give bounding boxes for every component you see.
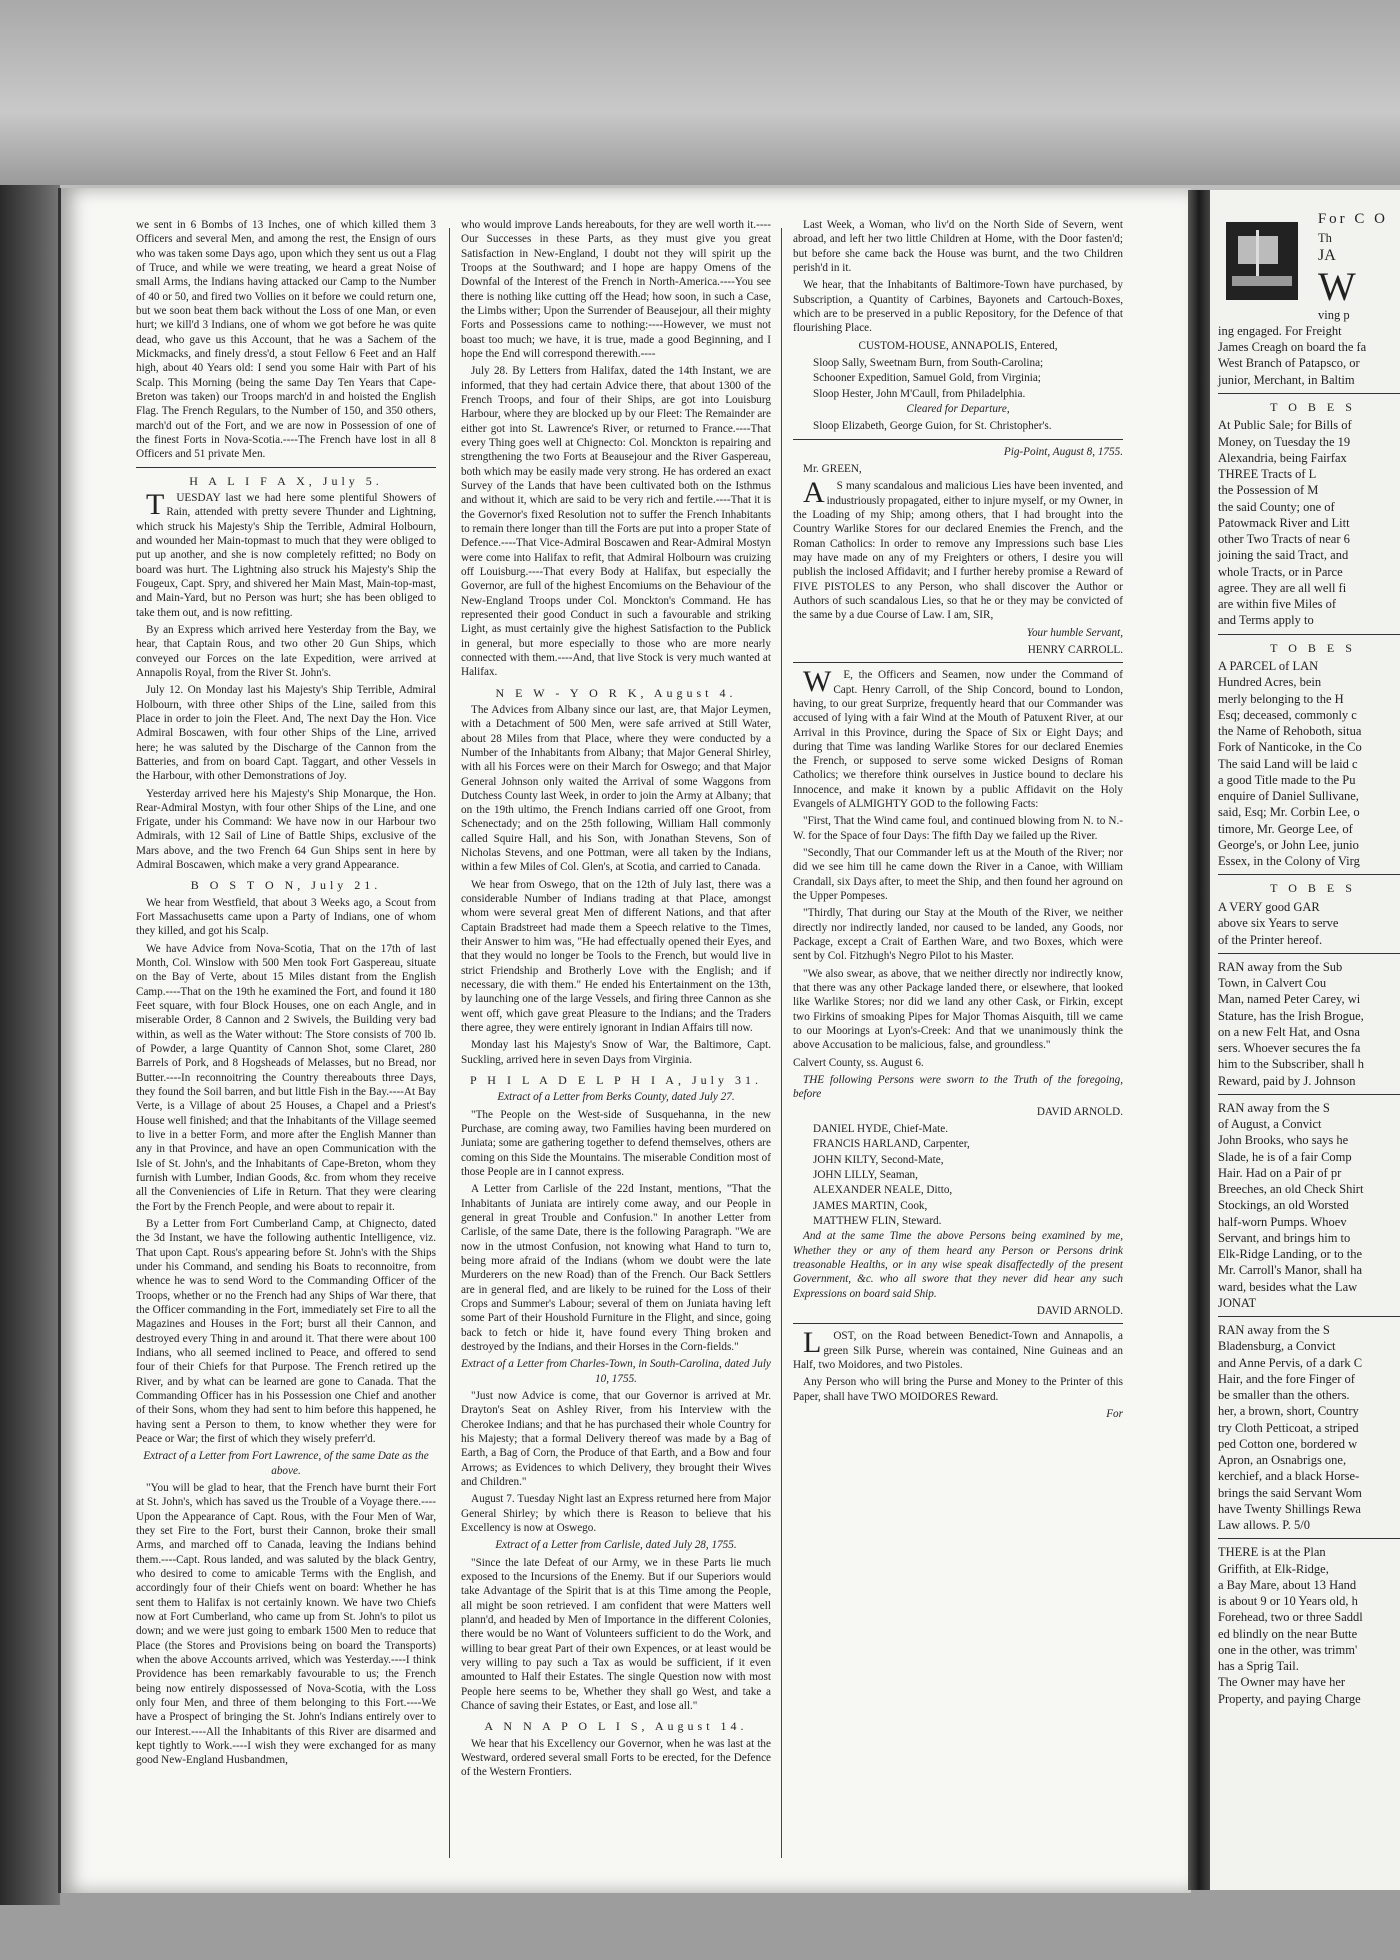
ad-line: kerchief, and a black Horse- [1218, 1469, 1360, 1484]
divider [1218, 953, 1400, 954]
divider [1218, 1538, 1400, 1539]
ad-line: Hair, and the fore Finger of [1218, 1371, 1355, 1386]
big-initial: W [1318, 263, 1356, 309]
ad-line: be smaller than the others. [1218, 1388, 1350, 1403]
ad-line: whole Tracts, or in Parce [1218, 564, 1343, 579]
book-binding [0, 185, 60, 1905]
article-paragraph: "You will be glad to hear, that the French have burnt their Fort at St. John's, which has saved us the Trouble of a Voyage there.----Upon the Appearance of Capt. Rous, with the Four Men of War, they set Fire to the Fort, burst their Cannon, broke their small Arms, and marched off to Canada, leaving the Indians behind them.----Capt. Rous landed, and was saluted by the black Gentry, who desired to come to amicable Terms with the English, and accordingly four of their Chiefs went on board: Whether he has sent them to Halifax is not certainly known. We have two Chiefs now at Fort Cumberland, who came up from St. John's to pilot us down; and we were just going to embark 1500 Men to reduce that Place (the Stores and Provisions being on board the Transports) when the above Accounts arrived, which was Yesterday.----I think Providence has been remarkably favourable to us; the French being now entirely dispossessed of Nova-Scotia, with the Loss only four Men, and three of them belonging to this Fort.----We have a Prospect of bringing the St. John's Indians entirely over to our Interest.----All the Inhabitants of this River are disarmed and kept tightly to Work.----I wish they were exchanged for as many good New-England Husbandmen, [136, 1481, 436, 1767]
ad-line: Property, and paying Charge [1218, 1691, 1361, 1706]
ad-line: Breeches, an old Check Shirt [1218, 1182, 1364, 1197]
ad-line: At Public Sale; for Bills of [1218, 418, 1352, 433]
ad-line: the Possession of M [1218, 483, 1319, 498]
same-time-paragraph: And at the same Time the above Persons being examined by me, Whether they or any of them heard any Person or Persons drink treasonable Healths, or in any wise speak disaffectedly of the present Government, &c. who all swore that they never did hear any such Expressions on board said Ship. [793, 1230, 1123, 1300]
ad-line: Stockings, an old Worsted [1218, 1198, 1349, 1213]
extract-heading: Extract of a Letter from Berks County, dated July 27. [497, 1091, 735, 1104]
ad-line: said, Esq; Mr. Corbin Lee, o [1218, 805, 1360, 820]
article-paragraph: We hear from Westfield, that about 3 Weeks ago, a Scout from Fort Massachusetts came upon a Party of Indians, one of whom they killed, and got his Scalp. [136, 896, 436, 938]
witness-name: ALEXANDER NEALE, Ditto, [813, 1184, 953, 1197]
ad-line: enquire of Daniel Sullivane, [1218, 789, 1359, 804]
witness-name: MATTHEW FLIN, Steward. [813, 1215, 942, 1227]
ad-line: Money, on Tuesday the 19 [1218, 434, 1351, 449]
ad-line: merly belonging to the H [1218, 691, 1344, 706]
ad-line: and Anne Pervis, of a dark C [1218, 1355, 1363, 1370]
ad-line: Slade, he is of a fair Comp [1218, 1149, 1352, 1164]
ad-line: agree. They are all well fi [1218, 580, 1347, 595]
cleared-entry: Sloop Elizabeth, George Guion, for St. Christopher's. [813, 420, 1052, 433]
to-be-sold-heading: T O B E S [1270, 881, 1356, 896]
column-rule [781, 228, 782, 1858]
ad-line: brings the said Servant Wom [1218, 1485, 1362, 1500]
runaway-ad [1218, 1322, 1400, 1533]
column-1 [136, 218, 436, 1868]
ad-line: one in the other, was trimm' [1218, 1642, 1358, 1657]
article-paragraph: We hear, that the Inhabitants of Baltimore-Town have purchased, by Subscription, a Quantity of Carbines, Bayonets and Cartouch-Boxes, which are to be preserved in a public Repository, for the Defence of that flourishing Place. [793, 279, 1123, 335]
ad-line: The Owner may have her [1218, 1675, 1346, 1690]
custom-house-heading: CUSTOM-HOUSE, ANNAPOLIS, Entered, [858, 339, 1058, 352]
ad-line: Elk-Ridge Landing, or to the [1218, 1247, 1363, 1262]
article-paragraph: Monday last his Majesty's Snow of War, the Baltimore, Capt. Suckling, arrived here in seven Days from Virginia. [461, 1039, 771, 1066]
witness-name: JAMES MARTIN, Cook, [813, 1199, 928, 1212]
witness-name: FRANCIS HARLAND, Carpenter, [813, 1138, 970, 1151]
ship-woodcut-icon [1226, 222, 1298, 300]
catchword: For [1106, 1407, 1123, 1420]
ship-mast [1256, 230, 1259, 282]
ad-line: John Brooks, who says he [1218, 1133, 1349, 1148]
ad-line: have Twenty Shillings Rewa [1218, 1501, 1361, 1516]
ad-line: timore, Mr. George Lee, of [1218, 821, 1353, 836]
witness-name: JOHN LILLY, Seaman, [813, 1169, 918, 1182]
background-top [0, 0, 1400, 185]
calvert-county: Calvert County, ss. August 6. [793, 1056, 924, 1069]
ad-line: and Terms apply to [1218, 613, 1314, 628]
article-paragraph: we sent in 6 Bombs of 13 Inches, one of which killed them 3 Officers and several Men, and among the rest, the Ensign of ours who was taken some Days ago, upon which they sent us out a Flag of Truce, and while we were treating, we heard a great Noise of small Arms, the Indians having attacked our Camp to the Number of 40 or 50, and fired two Vollies on it before we could return one, but we soon beat them back without the Loss of one Man, or even hurt; we kill'd 3 Indians, one of whom we got before he was quite dead, who gave us this Account, that he was a Sachem of the Mickmacks, and finely dress'd, a stout Fellow 6 Feet and an Half high, about 40 Years old: I send you some Hair with Part of his Scalp. This Morning (being the same Day Ten Years that Cape-Breton was taken) our Troops march'd in and hoisted the English Flag. The French Regulars, to the Number of 150, and 350 others, march'd out of the Fort, and we are now in Possession of one of the finest Forts in Nova-Scotia.----The French have lost in all 8 Officers and 51 private Men. [136, 219, 436, 461]
extract-heading: Extract of a Letter from Carlisle, dated July 28, 1755. [495, 1539, 737, 1552]
divider [793, 439, 1123, 440]
article-paragraph: By a Letter from Fort Cumberland Camp, at Chignecto, dated the 3d Instant, we have the following authentic Intelligence, viz. That upon Capt. Rous's appearing before St. John's with the Ships under his Command, and sending his Boats to reconnoitre, from whence he was to send Word to the Commanding Officer of the Troops, whether or no the French had any Ships of War there, that the Officer commanding in the Fort, immediately set Fire to all the Magazines and Houses in the Fort; burst all their Cannon, and destroyed every Thing in and around it. That there were about 100 Indians, who all seemed inclined to Peace, and offered to send four of their Chiefs for that Purpose. The French retired up the River, and by what can be learned are gone to Canada. That the Commanding Officer has in his Possession one Chief and another of their Sons, whom they had sent to him before this happened, he having sent a Person to them, to know whether they were for Peace or War; the first of which they wisely preferr'd. [136, 1218, 436, 1445]
ad-line: THERE is at the Plan [1218, 1545, 1326, 1560]
ad-line: Griffith, at Elk-Ridge, [1218, 1561, 1329, 1576]
dateline-annapolis: A N N A P O L I S, August 14. [484, 1719, 748, 1734]
ad-line: half-worn Pumps. Whoev [1218, 1214, 1347, 1229]
article-paragraph: Yesterday arrived here his Majesty's Ship Monarque, the Hon. Rear-Admiral Mostyn, with four other Ships of the Line, and one Frigate, under his Command: We have now in our Harbour two Admirals, with 12 Sail of Line of Battle Ships, exclusive of the Mars above, and the two French 64 Gun Ships sent in here by Admiral Boscawen, which make a very grand Appearance. [136, 787, 436, 872]
custom-entry: Sloop Hester, John M'Caull, from Philadelphia. [813, 387, 1026, 400]
ad-line: A PARCEL of LAN [1218, 659, 1319, 674]
lost-notice-reward: Any Person who will bring the Purse and Money to the Printer of this Paper, shall have TWO MOIDORES Reward. [793, 1376, 1123, 1403]
ad-line: is about 9 or 10 Years old, h [1218, 1594, 1358, 1609]
ad-line: Law allows. P. 5/0 [1218, 1518, 1311, 1533]
divider [136, 467, 436, 468]
ad-block [1218, 658, 1400, 869]
ad-line: JONAT [1218, 1295, 1257, 1310]
ad-line: Fork of Nanticoke, in the Co [1218, 740, 1362, 755]
article-paragraph: By an Express which arrived here Yesterday from the Bay, we hear, that Captain Rous, and two other 20 Gun Ships, which conveyed our Forces on the late Expedition, were arrived at Annapolis Royal, from the River St. John's. [136, 623, 436, 679]
custom-entry: Sloop Sally, Sweetnam Burn, from South-Carolina; [813, 356, 1044, 369]
affidavit-fact: "Secondly, That our Commander left us at the Mouth of the River; nor did we see him till he came down the River in a Canoe, with William Crandall, six Days after, to meet the Ship, and then found her aground on the Upper Pompeses. [793, 847, 1123, 903]
dateline-boston: B O S T O N, July 21. [190, 878, 382, 893]
ad-line: try Cloth Petticoat, a striped [1218, 1420, 1359, 1435]
extract-heading: Extract of a Letter from Charles-Town, in South-Carolina, dated July 10, 1755. [461, 1358, 771, 1385]
ad-line: has a Sprig Tail. [1218, 1659, 1299, 1674]
ad-line: THREE Tracts of L [1218, 467, 1317, 482]
article-paragraph: "Since the late Defeat of our Army, we in these Parts lie much exposed to the Incursions of the Enemy. But if our Superiors would take Advantage of the Spirit that is at this Time among the People, all might be soon retrieved. I am confident that were Matters well plann'd, and headed by Men of Importance in the different Colonies, there would be no Want of Volunteers sufficient to do the Work, and willing to bear great Part of their own Expences, or at least would be very willing to pay such a Tax as would be sufficient, if it even amounted to Half their Estates. The single Question now with most People here seems to be, Whether they shall go West, and take a Chance of saving their Estates, or East, and lose all." [461, 1556, 771, 1712]
magistrate-signature: DAVID ARNOLD. [1036, 1304, 1123, 1317]
ad-line: RAN away from the Sub [1218, 959, 1343, 974]
ad-line: junior, Merchant, in Baltim [1218, 372, 1355, 387]
article-paragraph: TUESDAY last we had here some plentiful Showers of Rain, attended with pretty severe Thunder and Lightning, which struck his Majesty's Ship the Terrible, Admiral Holbourn, and wounded her Main-topmast to much that they were obliged to put up another, and she is now completely refitted; no Body on board was hurt. The Lightning also struck his Majesty's Ship the Fougeux, Capt. Spry, and shivered her Main Mast, Main-top-mast, and Main-Yard, but no Person was hurt; she has been obliged to take them out, and is now refitting. [136, 487, 436, 619]
header-letter: Th [1318, 230, 1332, 245]
affidavit-fact: "Thirdly, That during our Stay at the Mouth of the River, we neither directly nor indirectly landed, nor caused to be landed, any Goods, nor Package, except a Crait of Earthen Ware, and two Boxes, which were sent by Col. Fitzhugh's Negro Pilot to his Master. [793, 907, 1123, 963]
ad-line: a good Title made to the Pu [1218, 772, 1356, 787]
ad-line: sers. Whoever secures the fa [1218, 1041, 1361, 1056]
letter-body: AS many scandalous and malicious Lies have been invented, and industriously propagated, either to injure myself, or my Owner, in the Loading of my Ship; among others, that I had brought into the Country Warlike Stores for our declared Enemies the French, and the Roman Catholics: In order to remove any Impressions such base Lies may have made on any of my Freighters or others, I desire you will publish the inclosed Affidavit; and I further hereby promise a Reward of FIVE PISTOLES to any Person, who shall discover the Author or Authors of such scandalous Lies, so that he or they may be convicted of the same by a due Course of Law. I am, SIR, [793, 476, 1123, 622]
ad-line: ped Cotton one, bordered w [1218, 1436, 1358, 1451]
divider [793, 662, 1123, 663]
ad-line: above six Years to serve [1218, 916, 1339, 931]
ad-line: Bladensburg, a Convict [1218, 1339, 1336, 1354]
divider [1218, 1316, 1400, 1317]
calvert-text: THE following Persons were sworn to the Truth of the foregoing, before [793, 1074, 1123, 1101]
ad-line: Servant, and brings him to [1218, 1230, 1351, 1245]
ad-line: Mr. Carroll's Manor, shall ha [1218, 1263, 1363, 1278]
runaway-ad [1218, 1100, 1400, 1311]
ad-line: Forehead, two or three Saddl [1218, 1610, 1363, 1625]
right-header: For C O [1317, 211, 1388, 227]
ad-line: RAN away from the S [1218, 1100, 1330, 1115]
affidavit-body: WE, the Officers and Seamen, now under the Command of Capt. Henry Carroll, of the Ship Concord, bound to London, having, to our great Surprize, frequently heard that our Commander was accused of lying with a fair Wind at the Mouth of Patuxent River, at our Arrival in this Province, during the Space of Six or Eight Days; and during that Time was landing Warlike Stores for our declared Enemies the French, or supposed to serve some wicked Designs of Roman Catholics; we therefore think ourselves in Justice bound to declare his Innocence, and make it known by a public Affidavit on the Holy Evangels of ALMIGHTY GOD to the following Facts: [793, 665, 1123, 811]
ad-line: ing engaged. For Freight [1218, 323, 1342, 338]
affidavit-fact: "First, That the Wind came foul, and continued blowing from N. to N.-W. for the Space of four Days: The fifth Day we failed up the River. [793, 815, 1123, 842]
witness-name: JOHN KILTY, Second-Mate, [813, 1153, 944, 1166]
article-paragraph: We hear from Oswego, that on the 12th of July last, there was a considerable Number of Indians trading at that Place, amongst whom were several great Men of different Nations, and that after Captain Bradstreet had made them a Speech relative to the Times, their Answer to him was, "He had effectually opened their Eyes, and that they would no longer be Tools to the French, but would live in strict Friendship and Brotherly Love with the English; and if necessary, die with them." He ended his Entertainment on the 13th, by launching one of the large Vessels, and firing three Cannon as she went off, which gave great Pleasure to the Indians; and the Traders there agree, they were entirely ignorant in Indian Affairs till now. [461, 878, 771, 1035]
ad-line: Patowmack River and Litt [1218, 515, 1350, 530]
ad-line: the Name of Rehoboth, situa [1218, 724, 1362, 739]
ad-line: James Creagh on board the fa [1218, 340, 1367, 355]
article-paragraph: "The People on the West-side of Susquehanna, in the new Purchase, are coming away, two Families having been murdered on Juniata; some are gathering together to defend themselves, others are coming on this Side the Mountains. The miserable Condition most of those People are in I cannot express. [461, 1108, 771, 1179]
custom-entry: Schooner Expedition, Samuel Gold, from Virginia; [813, 372, 1041, 385]
ad-line: Stature, has the Irish Brogue, [1218, 1008, 1364, 1023]
divider [1218, 393, 1400, 394]
ad-line: Reward, paid by J. Johnson [1218, 1073, 1356, 1088]
ad-line: Essex, in the Colony of Virg [1218, 854, 1360, 869]
runaway-ad [1218, 959, 1400, 1089]
column-rule [449, 228, 450, 1858]
ad-line: of August, a Convict [1218, 1117, 1322, 1132]
ad-line: West Branch of Patapsco, or [1218, 356, 1360, 371]
article-paragraph: We have Advice from Nova-Scotia, That on the 17th of last Month, Col. Winslow with 500 Men took Fort Gaspereau, situate on the Bay of Verte, about 15 Miles distant from the English Camp.----That on the 19th he examined the Fort, and found it 180 Feet square, with four Block Houses, one on each Angle, and in miserable Order, 8 Cannon and 2 Swivels, the Building very bad within, as well as the Water without: The Store consists of 700 lb. of Powder, a large Quantity of Cannon Shot, some Claret, 280 Barrels of Pork, and 8 Hogsheads of Melasses, but no Bread, nor Butter.----In reconnoitring the Country thereabouts three Days, they found the Soil barren, and but little Fish in the Bay.----At Bay Verte, is a Village of about 25 Houses, a Chapel and a Priest's House well finished; and that the Inhabitants of the Village seemed to live in a better Form, and more after the English Manner than any in that Province, and have an open Communication with the Isle of St. John's, and the Inhabitants of Cape-Breton, whom they furnish with Lumber, Indian Goods, &c. from whom they receive all the Conveniencies of Life in Return. That they were clearing the Fort by the French People, and were about to repair it. [136, 942, 436, 1213]
header-ja: JA [1318, 246, 1336, 264]
ad-line: of the Printer hereof. [1218, 932, 1323, 947]
dateline-halifax: H A L I F A X, July 5. [189, 473, 383, 488]
right-page [1210, 190, 1400, 1890]
ad-block [1218, 417, 1400, 628]
left-page [58, 188, 1191, 1893]
ship-hull [1232, 276, 1292, 286]
ad-block [1218, 899, 1400, 948]
dateline-philadelphia: P H I L A D E L P H I A, July 31. [470, 1073, 762, 1088]
article-paragraph: A Letter from Carlisle of the 22d Instant, mentions, "That the Inhabitants of Juniata are intirely come away, and our People in general in great Trouble and Confusion." In another Letter from Carlisle, of the same Date, there is the following Paragraph. "We are now in the utmost Confusion, not knowing what Hand to turn to, being more afraid of the Indians (whom we doubt were the late Murderers on the new Road) than of the French. Our Back Settlers are in general fled, and are likely to be ruined for the Loss of their Crops and Summer's Labour; several of them on Juniata having left some Part of their Houshold Furniture in the Flight, and since, going back to fetch or hide it, have found every Thing broken and destroyed by the Indians, and their Horses in the Corn-fields." [461, 1183, 771, 1353]
ad-line: ward, besides what the Law [1218, 1279, 1358, 1294]
article-paragraph: who would improve Lands hereabouts, for they are well worth it.----Our Successes in these Parts, as they must give you great Satisfaction in New-England, I doubt not they will spirit up the Troops at the Southward; and I hope are happy Omens of the Downfal of the Interest of the French in North-America.----You see there is nothing like cutting off the Head; how soon, in such a Case, the Limbs wither; Upon the Surrender of Beausejour, all their mighty Forts and Possessions came to nothing:----However, we must not boast too much; we have, it is true, made a good Beginning, and I hope the End will correspond therewith.---- [461, 219, 771, 360]
article-paragraph: July 28. By Letters from Halifax, dated the 14th Instant, we are informed, that they had certain Advice there, that about 1300 of the French Troops, and four of their Ships, are got into Louisburg Harbour, where they are blocked up by our Fleet: The Remainder are either got into St. Lawrence's River, or returned to France.----That every Thing goes well at Chignecto: Col. Monckton is repairing and strengthening the two Forts at Beausejour and the River Gaspereau, both which may be easily made very strong. He has ordered an exact Survey of the Lands that have been cultivated both on the Isthmus and without it, which are said to be very rich and fertile.----That it is the Governor's fixed Resolution not to suffer the French Inhabitants to remain there longer than till the Forts are put into a proper State of Defence.----That Vice-Admiral Boscawen and Rear-Admiral Mostyn were come into Halifax to refit, that Admiral Holbourn was cruizing off Louisburg.----That every Body at Halifax, but especially the Governor, are full of the highest Encomiums on the Behaviour of the New-England Troops under Col. Monckton's Command. He has represented their good Conduct in such a favourable and striking Light, as must certainly give the highest Satisfaction to the Publick in general, but more especially to those who are more nearly connected with them.----And, that live Stock is very much wanted at Halifax. [461, 365, 771, 679]
ad-line: The said Land will be laid c [1218, 756, 1358, 771]
extract-heading: Extract of a Letter from Fort Lawrence, of the same Date as the above. [143, 1450, 429, 1477]
ad-line: A VERY good GAR [1218, 900, 1320, 915]
ad-line: George's, or John Lee, junio [1218, 837, 1359, 852]
letter-dateline: Pig-Point, August 8, 1755. [1003, 445, 1123, 458]
dateline-new-york: N E W - Y O R K, August 4. [495, 685, 737, 700]
ad-line: Apron, an Osnabrigs one, [1218, 1453, 1347, 1468]
magistrate-signature: DAVID ARNOLD. [1036, 1105, 1123, 1118]
ad-line: Esq; deceased, commonly c [1218, 707, 1357, 722]
ad-line: are within five Miles of [1218, 597, 1337, 612]
ad-line: RAN away from the S [1218, 1323, 1330, 1338]
article-paragraph: We hear that his Excellency our Governor, when he was last at the Westward, ordered several small Forts to be erected, for the Defence of the Western Frontiers. [461, 1737, 771, 1779]
ad-line: Hair. Had on a Pair of pr [1218, 1165, 1342, 1180]
ad-line: joining the said Tract, and [1218, 548, 1349, 563]
divider [1218, 1094, 1400, 1095]
divider [1218, 634, 1400, 635]
ad-line: Town, in Calvert Cou [1218, 976, 1327, 991]
ad-line: Hundred Acres, bein [1218, 675, 1322, 690]
divider [1218, 874, 1400, 875]
right-column [1218, 190, 1400, 1707]
ad-line: him to the Subscriber, shall h [1218, 1057, 1365, 1072]
cleared-heading: Cleared for Departure, [906, 402, 1010, 415]
article-paragraph: "Just now Advice is come, that our Governor is arrived at Mr. Drayton's Seat on Ashley River, from his Interview with the Cherokee Indians; and that he has purchased their whole Country for his Majesty; that a formal Delivery thereof was made by a Bag of Earth, a Bag of Corn, the Produce of that Earth, and a Bow and four Arrows; as Evidences to which Delivery, they brought their Wives and Children." [461, 1389, 771, 1488]
ad-line: ed blindly on the near Butte [1218, 1626, 1358, 1641]
article-paragraph: August 7. Tuesday Night last an Express returned here from Major General Shirley; by which there is Reason to believe that his Excellency is now at Oswego. [461, 1493, 771, 1534]
column-3 [793, 218, 1123, 1868]
ad-line: Man, named Peter Carey, wi [1218, 992, 1361, 1007]
stray-mare-ad [1218, 1544, 1400, 1707]
article-paragraph: Last Week, a Woman, who liv'd on the North Side of Severn, went abroad, and left her two little Children at Home, with the Door fasten'd; but before she came back the House was burnt, and the two Children perish'd in it. [793, 219, 1123, 274]
letter-salutation: Mr. GREEN, [803, 462, 862, 475]
ad-line: other Two Tracts of near 6 [1218, 532, 1350, 547]
article-paragraph: The Advices from Albany since our last, are, that Major Leymen, with a Detachment of 500 Men, were safe arrived at Still Water, about 28 Miles from that Place, where they were conducted by a Number of the Inhabitants from Albany; that Major General Shirley, with all his Forces were on their March for Oswego; and that Major General Johnson only waited the Arrival of some Waggons from Dutchess County last Week, in order to join the Army at Albany; that on the 19th ultimo, the French Indians carried off one Groot, from Schenectady; and on the 25th following, William Hall commonly called Squire Hall, and his Son, with Jonathan Stevens, Son of Nicholas Stevens, and one Pottman, were all taken by the Indians, within a few Miles of Col. Glen's, at Scotia, and carried to Canada. [461, 703, 771, 874]
ving-text: ving p [1318, 307, 1350, 322]
ad-line: her, a brown, short, Country [1218, 1404, 1359, 1419]
letter-signature: HENRY CARROLL. [1027, 643, 1123, 656]
to-be-sold-heading: T O B E S [1270, 399, 1356, 414]
ad-line: Alexandria, being Fairfax [1218, 450, 1347, 465]
divider [793, 1323, 1123, 1324]
article-paragraph: July 12. On Monday last his Majesty's Ship Terrible, Admiral Holbourn, with three other Ships of the Line, sailed from this Place in order to join the Fleet. And, The next Day the Hon. Vice Admiral Boscawen, with four other Ships of the Line, arrived here; he was saluted by the Discharge of the Cannon from the Batteries, and from on board Capt. Taggart, and other Vessels in the Harbour, with other Demonstrations of Joy. [136, 684, 436, 783]
letter-closing: Your humble Servant, [1026, 626, 1123, 639]
column-2 [461, 218, 771, 1868]
ad-line: on a new Felt Hat, and Osna [1218, 1024, 1360, 1039]
witness-name: DANIEL HYDE, Chief-Mate. [813, 1123, 949, 1136]
lost-notice: LOST, on the Road between Benedict-Town and Annapolis, a green Silk Purse, wherein was contained, Nine Guineas and an Half, two Moidores, and two Pistoles. [793, 1326, 1123, 1371]
ad-line: the said County; one of [1218, 499, 1335, 514]
affidavit-fact: "We also swear, as above, that we neither directly nor indirectly know, that there was any other Package landed there, or elsewhere, that looked like Warlike Stores; nor did we land any other Cask, or Firkin, except two Firkins of smoaking Pipes for Major Thomas Aisquith, till we came to our Moorings at Lyon's-Creek: And that we unanimously think the above Accusation to be malicious, false, and groundless." [793, 967, 1123, 1052]
to-be-sold-heading: T O B E S [1270, 640, 1356, 655]
ad-line: a Bay Mare, about 13 Hand [1218, 1577, 1357, 1592]
page-gutter [1188, 190, 1210, 1890]
